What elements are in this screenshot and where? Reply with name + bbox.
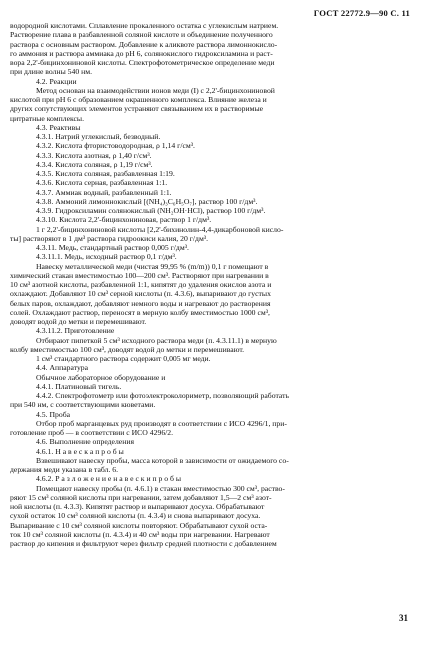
- text-line: Растворение плава в разбавленной соляной кислоте и объединение полученного: [10, 30, 273, 40]
- page-header: ГОСТ 22772.9—90 С. 11: [313, 8, 410, 18]
- text-line: 4.3.9. Гидроксиламин солянокислый (NH₂OH·HCl), раствор 100 г/дм³.: [36, 206, 266, 215]
- text-line: колбу вместимостью 100 см³, доводят водой до метки и перемешивают.: [10, 344, 245, 354]
- page-number: 31: [399, 613, 408, 623]
- text-line: 10 см³ азотной кислоты, разбавленной 1:1, кипятят до удаления окислов азота и: [10, 280, 272, 289]
- document-body: [10, 21, 410, 548]
- text-line: при длине волны 540 нм.: [10, 67, 93, 77]
- text-line: готовление проб — в соответствии с ИСО 4296/2.: [10, 428, 174, 437]
- text-line: 4.3.8. Аммоний лимоннокислый [(NH₄)₃C₆H₅O₇], раствор 100 г/дм³.: [36, 196, 258, 206]
- text-line: 1 см³ стандартного раствора содержит 0,005 мг меди.: [36, 354, 211, 363]
- text-line: 4.3.2. Кислота фтористоводородная, ρ 1,14 г/см³.: [36, 141, 195, 151]
- text-line: 4.3. Реактивы: [36, 122, 81, 132]
- text-line: 4.5. Проба: [36, 409, 71, 419]
- text-line: других сопутствующих элементов устраняют связыванием их в растворимые: [10, 104, 264, 114]
- text-line: водородной кислотами. Сплавление прокаленного остатка с углекислым натрием.: [10, 21, 279, 30]
- text-line: 4.3.10. Кислота 2,2'-бицинхониновая, раствор 1 г/дм³.: [36, 215, 212, 225]
- text-line: при 540 нм, с соответствующими кюветами.: [10, 400, 156, 410]
- text-line: 4.3.5. Кислота соляная, разбавленная 1:19.: [36, 169, 175, 178]
- text-line: 4.3.4. Кислота соляная, ρ 1,19 г/см³.: [36, 159, 153, 169]
- text-line: кислотой при pH 6 с образованием окрашенного комплекса. Влияние железа и: [10, 95, 267, 104]
- text-line: 4.4.1. Платиновый тигель.: [36, 381, 122, 391]
- text-line: раствор до кипения и фильтруют через фильтр средней плотности с добавлением: [10, 539, 277, 548]
- text-line: Выпаривание с 10 см³ соляной кислоты повторяют. Обрабатывают сухой оста-: [10, 520, 268, 530]
- text-line: солей. Охлаждают раствор, переносят в мерную колбу вместимостью 1000 см³,: [10, 307, 270, 317]
- text-line: химический стакан вместимостью 100—200 см³. Растворяют при нагревании в: [10, 270, 269, 280]
- text-line: вора 2,2'-бицинхониновой кислоты. Спектрофотометрическое определение меди: [10, 58, 275, 67]
- text-line: Взвешивают навеску пробы, масса которой в зависимости от ожидаемого со-: [36, 455, 289, 465]
- text-line: охлаждают. Добавляют 10 см³ серной кислоты (п. 4.3.6), выпаривают до густых: [10, 289, 271, 299]
- text-line: Обычное лабораторное оборудование и: [36, 372, 166, 382]
- text-line: 4.3.1. Натрий углекислый, безводный.: [36, 132, 161, 141]
- text-line: сухой остаток 10 см³ соляной кислоты (п. 4.3.4) и снова выпаривают досуха.: [10, 511, 261, 521]
- text-line: держания меди указана в табл. 6.: [10, 465, 119, 474]
- text-line: 4.4. Аппаратура: [36, 363, 89, 373]
- text-line: ты] растворяют в 1 дм³ раствора гидроокиси калия, 20 г/дм³.: [10, 233, 209, 243]
- text-line: го аммония и раствора аммиака до pH 6, солянокислого гидроксиламина и раст-: [10, 48, 273, 58]
- text-line: Отбирают пипеткой 5 см³ исходного раствора меди (п. 4.3.11.1) в мерную: [36, 335, 277, 345]
- text-line: доводят водой до метки и перемешивают.: [10, 317, 147, 326]
- text-line: 4.4.2. Спектрофотометр или фотоэлектроколориметр, позволяющий работать: [36, 391, 289, 400]
- text-line: ряют 15 см³ соляной кислоты при нагревании, затем добавляют 1,5—2 см³ азот-: [10, 492, 272, 502]
- text-line: белых паров, охлаждают, добавляют немного воды и нагревают до растворения: [10, 298, 271, 308]
- text-line: 4.3.11.1. Медь, исходный раствор 0,1 г/дм³.: [36, 252, 177, 262]
- text-line: 4.6.1. Н а в е с к а п р о б ы: [36, 446, 124, 456]
- text-line: 4.3.11. Медь, стандартный раствор 0,005 г/дм³.: [36, 243, 189, 252]
- text-line: ток 10 см³ соляной кислоты (п. 4.3.4) и 40 см³ воды при нагревании. Нагревают: [10, 529, 270, 539]
- text-line: раствора с основным раствором. Добавление к аликвоте раствора лимоннокисло-: [10, 39, 278, 49]
- text-line: 1 г 2,2'-бицинхониновой кислоты [2,2'-бихинолин-4,4-дикарбоновой кисло-: [36, 224, 284, 234]
- text-line: 4.2. Реакции: [36, 76, 77, 86]
- text-line: 4.6. Выполнение определения: [36, 437, 134, 447]
- text-line: Метод основан на взаимодействии ионов меди (I) с 2,2'-бицинхониновой: [36, 85, 275, 95]
- text-line: 4.3.3. Кислота азотная, ρ 1,40 г/см³.: [36, 150, 152, 160]
- text-line: цитратные комплексы.: [10, 113, 85, 123]
- text-line: 4.3.7. Аммиак водный, разбавленный 1:1.: [36, 187, 172, 197]
- text-line: 4.3.6. Кислота серная, разбавленная 1:1.: [36, 178, 168, 188]
- text-line: Навеску металлической меди (чистая 99,95 % (m/m)) 0,1 г помещают в: [36, 261, 269, 271]
- text-line: Помещают навеску пробы (п. 4.6.1) в стакан вместимостью 300 см³, раство-: [36, 483, 285, 493]
- text-line: ной кислоты (п. 4.3.3). Кипятят раствор и выпаривают досуха. Обрабатывают: [10, 502, 265, 511]
- text-line: Отбор проб марганцевых руд производят в соответствии с ИСО 4296/1, при-: [36, 418, 287, 428]
- text-line: 4.3.11.2. Приготовление: [36, 326, 115, 336]
- text-line: 4.6.2. Р а з л о ж е н и е н а в е с к и п р о б ы: [36, 474, 182, 484]
